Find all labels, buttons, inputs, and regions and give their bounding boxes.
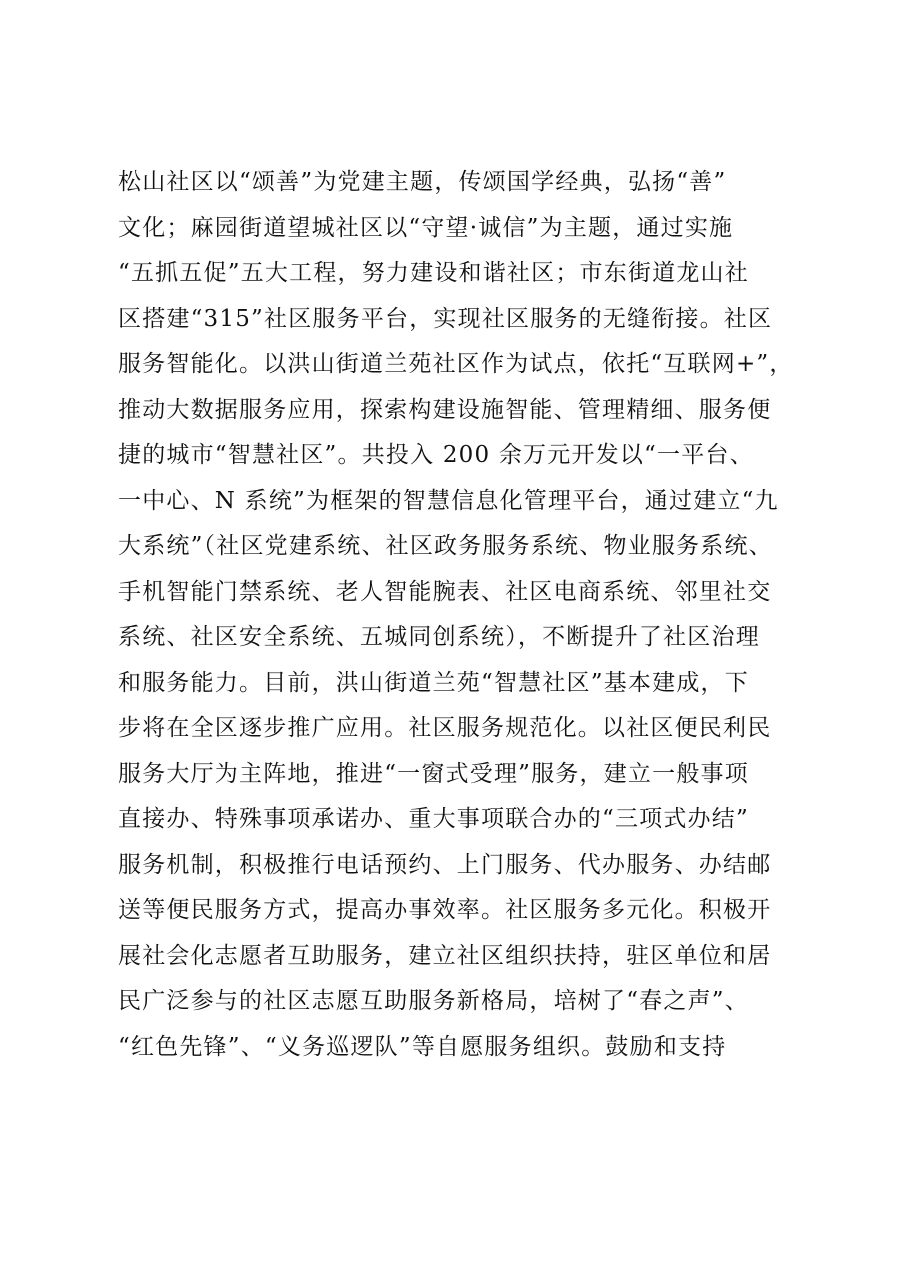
text-line: 步将在全区逐步推广应用。社区服务规范化。以社区便民利民 (118, 715, 772, 741)
text-line: 一中心、N 系统”为框架的智慧信息化管理平台，通过建立“九 (118, 487, 779, 514)
text-line: 服务机制，积极推行电话预约、上门服务、代办服务、办结邮 (118, 851, 772, 878)
text-line: 送等便民服务方式，提高办事效率。社区服务多元化。积极开 (118, 897, 772, 923)
text-line: 展社会化志愿者互助服务，建立社区组织扶持，驻区单位和居 (118, 942, 772, 969)
text-line: 系统、社区安全系统、五城同创系统），不断提升了社区治理 (118, 624, 760, 650)
text-line: 直接办、特殊事项承诺办、重大事项联合办的“三项式办结” (118, 806, 749, 832)
body-text (118, 160, 818, 1070)
text-line: 服务智能化。以洪山街道兰苑社区作为试点，依托“互联网+”， (118, 351, 794, 377)
text-line: 大系统”（社区党建系统、社区政务服务系统、物业服务系统、 (118, 533, 773, 559)
text-line: 推动大数据服务应用，探索构建设施智能、管理精细、服务便 (118, 396, 772, 423)
text-line: 手机智能门禁系统、老人智能腕表、社区电商系统、邻里社交 (118, 578, 772, 605)
text-line: 区搭建“315”社区服务平台，实现社区服务的无缝衔接。社区 (118, 305, 773, 332)
text-line: 松山社区以“颂善”为党建主题，传颂国学经典，弘扬“善” (118, 169, 727, 195)
text-line: 捷的城市“智慧社区”。共投入 200 余万元开发以“一平台、 (118, 442, 754, 468)
text-line: “红色先锋”、“义务巡逻队”等自愿服务组织。鼓励和支持 (118, 1033, 727, 1060)
text-line: 民广泛参与的社区志愿互助服务新格局，培树了“春之声”、 (118, 988, 749, 1014)
text-line: 文化；麻园街道望城社区以“守望·诚信”为主题，通过实施 (118, 214, 734, 241)
text-line: 服务大厅为主阵地，推进“一窗式受理”服务，建立一般事项 (118, 760, 749, 787)
text-line: 和服务能力。目前，洪山街道兰苑“智慧社区”基本建成，下 (118, 669, 749, 696)
text-line: “五抓五促”五大工程，努力建设和谐社区；市东街道龙山社 (118, 260, 749, 286)
